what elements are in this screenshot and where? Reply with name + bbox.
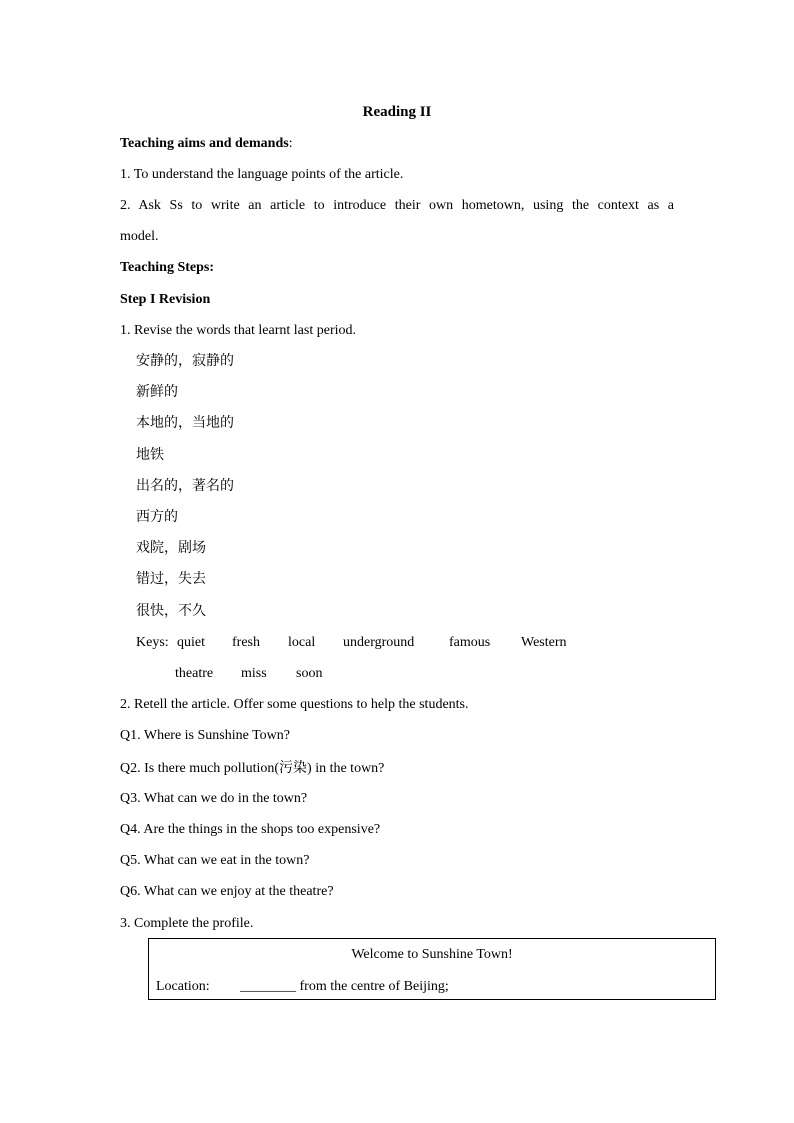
chinese-word: 安静的，寂静的 (136, 353, 234, 369)
question-2-chinese: 污染 (279, 760, 308, 776)
step1-heading: Step I Revision (120, 292, 211, 307)
key-word: quiet (177, 635, 205, 650)
key-word: famous (449, 635, 491, 650)
aims-heading (120, 134, 293, 154)
key-word: theatre (175, 666, 214, 681)
chinese-word: 地铁 (136, 447, 164, 463)
profile-box (148, 938, 716, 1000)
profile-location-row (156, 977, 449, 997)
question-6: Q6. What can we enjoy at the theatre? (120, 884, 334, 899)
chinese-word: 错过，失去 (136, 571, 206, 587)
key-word: Western (521, 635, 567, 650)
keys-label: Keys: (136, 635, 169, 650)
aim-item-2: 2. Ask Ss to write an article to introduce their own hometown, using the context as a (120, 198, 674, 213)
profile-title: Welcome to Sunshine Town! (351, 947, 513, 962)
question-4: Q4. Are the things in the shops too expensive? (120, 822, 381, 837)
chinese-word: 很快，不久 (136, 603, 206, 619)
key-word: miss (241, 666, 267, 681)
key-word: underground (343, 635, 415, 650)
aim-item-2-continued: model. (120, 229, 159, 244)
page-title: Reading II (362, 104, 432, 120)
retell-item: 2. Retell the article. Offer some questions to help the students. (120, 697, 469, 712)
aims-heading-colon: : (288, 136, 293, 151)
question-3: Q3. What can we do in the town? (120, 791, 308, 806)
location-value: ________ from the centre of Beijing; (240, 979, 449, 994)
revise-item: 1. Revise the words that learnt last period. (120, 323, 356, 338)
chinese-word: 出名的，著名的 (136, 478, 234, 494)
chinese-word: 本地的，当地的 (136, 415, 234, 431)
chinese-word: 西方的 (136, 509, 178, 525)
steps-heading: Teaching Steps: (120, 260, 215, 275)
chinese-word: 新鲜的 (136, 384, 178, 400)
question-2-tail: ) in the town? (307, 761, 385, 776)
location-label: Location: (156, 979, 210, 994)
key-word: fresh (232, 635, 260, 650)
chinese-word: 戏院，剧场 (136, 540, 206, 556)
question-1: Q1. Where is Sunshine Town? (120, 728, 290, 743)
question-2 (120, 758, 384, 779)
question-5: Q5. What can we eat in the town? (120, 853, 310, 868)
aim-item-1: 1. To understand the language points of the article. (120, 167, 404, 182)
complete-item: 3. Complete the profile. (120, 916, 254, 931)
question-2-head: Q2. Is there much pollution( (120, 761, 280, 776)
aims-heading-text: Teaching aims and demands (120, 136, 289, 151)
key-word: soon (296, 666, 323, 681)
key-word: local (288, 635, 316, 650)
